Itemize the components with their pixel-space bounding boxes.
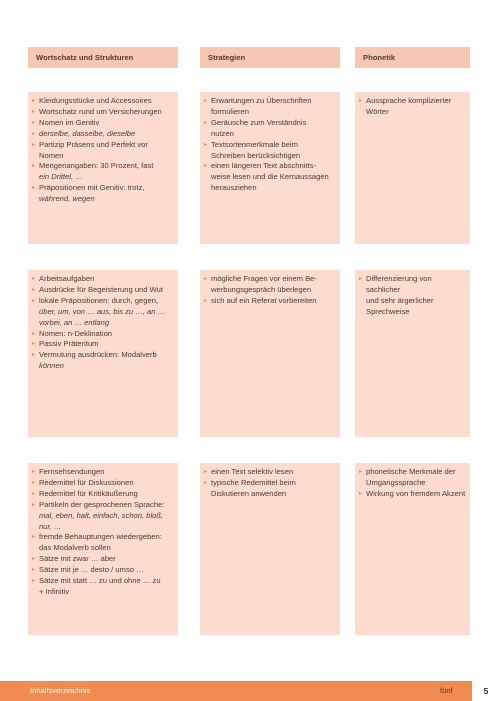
box-r3-strategien bbox=[200, 463, 340, 635]
box-r3-phonetik bbox=[355, 463, 470, 635]
list-item: ▸ Arbeitsaufgaben bbox=[32, 274, 174, 285]
page-number: 5 bbox=[472, 681, 500, 701]
list-item: ▸ Partizip Präsens und Perfekt vor bbox=[32, 140, 174, 151]
list-item-cont: vorbei, an … entlang bbox=[39, 317, 110, 327]
list-item-cont: Umgangssprache bbox=[366, 477, 426, 487]
list-item: ▸ Redemittel für Diskussionen bbox=[32, 478, 174, 489]
list-item: ▸ Redemittel für Kritikäußerung bbox=[32, 489, 174, 500]
list-item: ▸ sich auf ein Referat vorbereiten bbox=[204, 296, 336, 307]
list-item: ▸ Nomen: n-Deklination bbox=[32, 329, 174, 340]
list-item: ▸ einen Text selektiv lesen bbox=[204, 467, 336, 478]
list-item: ▸ Wortschatz rund um Versicherungen bbox=[32, 107, 174, 118]
list-item-cont: während, wegen bbox=[39, 194, 95, 204]
list-item: ▸ lokale Präpositionen: durch, gegen, bbox=[32, 296, 174, 307]
list-item: ▸ Kleidungsstücke und Accessoires bbox=[32, 96, 174, 107]
box-r1-wortschatz bbox=[28, 92, 178, 244]
footer-title[interactable]: Inhaltsverzeichnis bbox=[30, 686, 91, 695]
list-item: ▸ Präpositionen mit Genitiv: trotz, bbox=[32, 183, 174, 194]
list-item: ▸ Sätze mit statt … zu und ohne … zu bbox=[32, 576, 174, 587]
box-r2-phonetik bbox=[355, 270, 470, 437]
list-item: ▸ typische Redemittel beim bbox=[204, 478, 336, 489]
list-item: ▸ Partikeln der gesprochenen Sprache: bbox=[32, 500, 174, 511]
box-r3-wortschatz bbox=[28, 463, 178, 635]
list-item: ▸ Textsortenmerkmale beim bbox=[204, 140, 336, 151]
footer-bar bbox=[0, 681, 500, 701]
box-r1-strategien bbox=[200, 92, 340, 244]
list-item: ▸ Sätze mit zwar … aber bbox=[32, 554, 174, 565]
list-item: ▸ Nomen im Genitiv bbox=[32, 118, 174, 129]
list-item: ▸ Differenzierung von sachlicher bbox=[359, 274, 466, 296]
list-item: ▸ Mengenangaben: 30 Prozent, fast bbox=[32, 161, 174, 172]
list-item: ▸ fremde Behauptungen wiedergeben: bbox=[32, 532, 174, 543]
list-item: ▸ mögliche Fragen vor einem Be- bbox=[204, 274, 336, 285]
list-item-cont: Nomen bbox=[39, 150, 64, 160]
list-item: ▸ Fernsehsendungen bbox=[32, 467, 174, 478]
list-item-cont: nutzen bbox=[211, 128, 234, 138]
header-wortschatz: Wortschatz und Strukturen bbox=[28, 47, 178, 68]
header-phonetik: Phonetik bbox=[355, 47, 470, 68]
list-item-cont: ein Drittel, … bbox=[39, 172, 83, 182]
list-item: ▸ Ausdrücke für Begeisterung und Wut bbox=[32, 285, 174, 296]
list-item-cont: Schreiben berücksichtigen bbox=[211, 150, 301, 160]
box-r2-wortschatz bbox=[28, 270, 178, 437]
list-item-cont: werbungsgespräch überlegen bbox=[211, 284, 312, 294]
list-item-cont: können bbox=[39, 361, 64, 371]
list-item-cont: Diskutieren anwenden bbox=[211, 488, 287, 498]
list-item-cont: + Infinitiv bbox=[39, 586, 70, 596]
list-item: ▸ derselbe, dasselbe, dieselbe bbox=[32, 129, 174, 140]
list-item-cont: nur, … bbox=[39, 521, 62, 531]
list-item: ▸ phonetische Merkmale der bbox=[359, 467, 466, 478]
list-item: ▸ Vermutung ausdrücken: Modalverb bbox=[32, 350, 174, 361]
list-item: ▸ Sätze mit je … desto / umso … bbox=[32, 565, 174, 576]
page-word: fünf bbox=[440, 686, 453, 695]
list-item-cont: formulieren bbox=[211, 106, 249, 116]
header-strategien: Strategien bbox=[200, 47, 340, 68]
list-item-cont: herausziehen bbox=[211, 183, 257, 193]
list-item-cont: das Modalverb sollen bbox=[39, 543, 111, 553]
list-item: ▸ Aussprache komplizierter Wörter bbox=[359, 96, 466, 118]
list-item: ▸ Erwartungen zu Überschriften bbox=[204, 96, 336, 107]
list-item-cont: weise lesen und die Kernaussagen bbox=[211, 172, 329, 182]
list-item: ▸ Geräusche zum Verständnis bbox=[204, 118, 336, 129]
list-item-cont: über, um, von … aus, bis zu …, an … bbox=[39, 306, 166, 316]
box-r1-phonetik bbox=[355, 92, 470, 244]
box-r2-strategien bbox=[200, 270, 340, 437]
list-item: ▸ einen längeren Text abschnitts- bbox=[204, 161, 336, 172]
list-item: ▸ Wirkung von fremdem Akzent bbox=[359, 489, 466, 500]
list-item-cont: und sehr ärgerlicher Sprechweise bbox=[366, 295, 434, 316]
list-item: ▸ Passiv Präteritum bbox=[32, 339, 174, 350]
list-item-cont: mal, eben, halt, einfach, schon, bloß, bbox=[39, 510, 164, 520]
